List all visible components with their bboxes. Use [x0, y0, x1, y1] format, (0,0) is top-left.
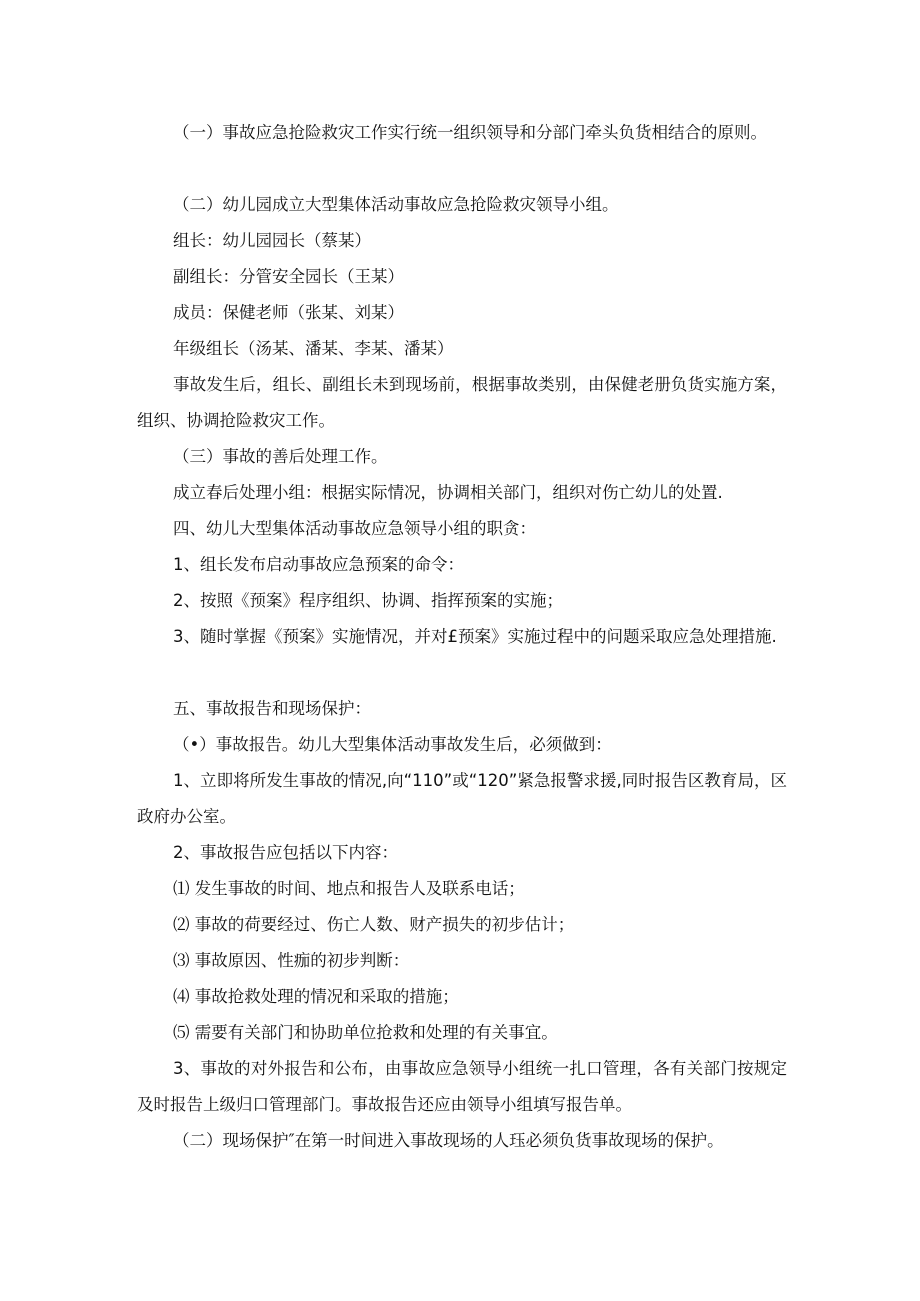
paragraph-grade-leaders: 年级组长（汤某、潘某、李某、潘某） [173, 339, 454, 358]
paragraph-aftermath: （三）事故的善后处理工作。 [173, 447, 388, 466]
list-item-report-2: 2、事故报告应包括以下内容： [173, 843, 398, 862]
paragraph-aftermath-team: 成立春后处理小组：根据实际情况，协调相关部门，组织对伤亡幼儿的处置. [173, 483, 723, 502]
heading-section-four: 四、幼儿大型集体活动事故应急领导小组的职贪： [173, 519, 536, 538]
list-item-content-1: ⑴ 发生事故的时间、地点和报告人及联系电话； [173, 879, 525, 898]
list-item-report-1: 1、立即将所发生事故的情况,向“110”或“120”紧急报警求援,同时报告区教育局，区政府办公室。 [137, 771, 787, 826]
paragraph-after-accident: 事故发生后，组长、副组长未到现场前，根据事故类别，由保健老册负货实施方案，组织、协调抢险救灾工作。 [137, 375, 787, 430]
heading-section-five: 五、事故报告和现场保护： [173, 699, 371, 718]
list-item-duty-2: 2、按照《预案》程序组织、协调、指挥预案的实施； [173, 591, 563, 610]
list-item-duty-1: 1、组长发布启动事故应急预案的命令： [173, 555, 464, 574]
paragraph-accident-report: （•）事故报告。幼儿大型集体活动事故发生后，必须做到： [173, 735, 612, 754]
paragraph-members: 成员：保健老师（张某、刘某） [173, 303, 404, 322]
list-item-duty-3: 3、随时掌握《预案》实施情况，并对£预案》实施过程中的问题采取应急处理措施. [173, 627, 777, 646]
paragraph-group-leader: 组长：幼儿园园长（蔡某） [173, 231, 371, 250]
paragraph-principle: （一）事故应急抢险救灾工作实行统一组织领导和分部门牵头负货相结合的原则。 [173, 123, 767, 142]
list-item-content-4: ⑷ 事故抢救处理的情况和采取的措施； [173, 987, 459, 1006]
list-item-content-2: ⑵ 事故的荷要经过、伤亡人数、财产损失的初步估计； [173, 915, 575, 934]
list-item-content-3: ⑶ 事故原因、性痂的初步判断： [173, 951, 410, 970]
list-item-content-5: ⑸ 需要有关部门和协助单位抢救和处理的有关事宜。 [173, 1023, 558, 1042]
paragraph-deputy-leader: 副组长：分管安全园长（王某） [173, 267, 404, 286]
paragraph-leadership-group: （二）幼儿园成立大型集体活动事故应急抢险救灾领导小组。 [173, 195, 619, 214]
paragraph-site-protection: （二）现场保护″在第一时间进入事故现场的人珏必须负货事故现场的保护。 [173, 1131, 724, 1150]
list-item-report-3: 3、事故的对外报告和公布，由事故应急领导小组统一扎口管理，各有关部门按规定及时报告上级归口管理部门。事故报告还应由领导小组填写报告单。 [137, 1059, 787, 1114]
